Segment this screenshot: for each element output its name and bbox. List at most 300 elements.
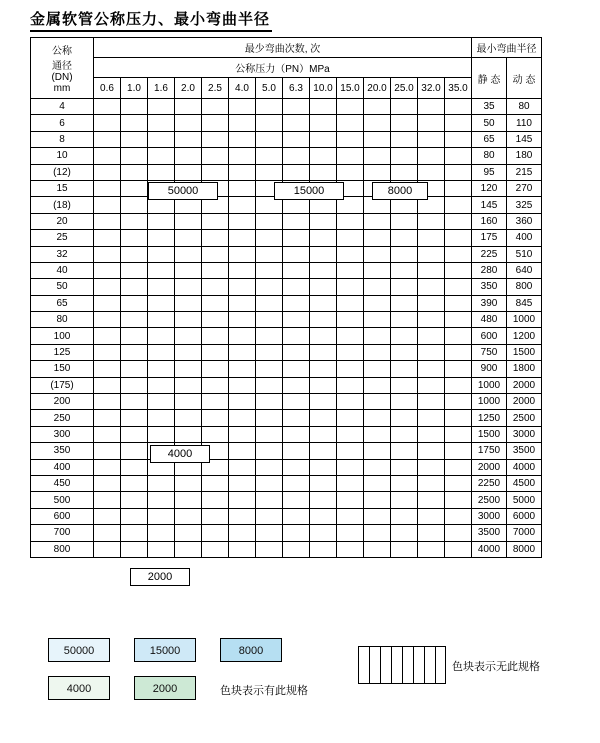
table-row <box>31 410 542 426</box>
spec-cell <box>256 295 283 311</box>
dn-value: 250 <box>31 410 94 426</box>
spec-cell <box>445 148 472 164</box>
spec-cell <box>391 279 418 295</box>
spec-cell <box>229 197 256 213</box>
spec-cell <box>283 230 310 246</box>
spec-cell <box>445 180 472 196</box>
spec-cell <box>283 164 310 180</box>
spec-cell <box>175 213 202 229</box>
legend-color-note: 色块表示有此规格 <box>220 685 308 697</box>
spec-cell <box>391 328 418 344</box>
spec-cell <box>391 131 418 147</box>
dn-value: 150 <box>31 361 94 377</box>
table-row <box>31 312 542 328</box>
spec-cell <box>148 328 175 344</box>
pressure-col-header: 25.0 <box>391 78 418 99</box>
spec-cell <box>202 508 229 524</box>
spec-cell <box>229 99 256 115</box>
spec-cell <box>256 164 283 180</box>
spec-cell <box>121 475 148 491</box>
spec-cell <box>148 410 175 426</box>
radius-dynamic-value: 4500 <box>507 475 542 491</box>
table-row <box>31 541 542 557</box>
spec-cell <box>202 279 229 295</box>
spec-cell <box>148 312 175 328</box>
spec-cell <box>283 131 310 147</box>
spec-cell <box>337 148 364 164</box>
spec-cell <box>310 99 337 115</box>
spec-cell <box>418 394 445 410</box>
dn-value: 15 <box>31 180 94 196</box>
radius-dynamic-value: 5000 <box>507 492 542 508</box>
spec-cell <box>229 148 256 164</box>
spec-cell <box>310 410 337 426</box>
spec-cell <box>94 197 121 213</box>
spec-cell <box>337 525 364 541</box>
spec-cell <box>148 148 175 164</box>
table-row <box>31 246 542 262</box>
spec-cell <box>418 164 445 180</box>
spec-cell <box>364 230 391 246</box>
spec-cell <box>364 410 391 426</box>
spec-cell <box>445 344 472 360</box>
spec-cell <box>229 459 256 475</box>
spec-cell <box>364 492 391 508</box>
spec-cell <box>175 148 202 164</box>
radius-static-value: 95 <box>472 164 507 180</box>
spec-cell <box>229 246 256 262</box>
spec-cell <box>121 279 148 295</box>
spec-cell <box>121 361 148 377</box>
pressure-header: 公称压力（PN）MPa <box>94 58 472 78</box>
dn-header-line-4: mm <box>53 83 71 94</box>
spec-cell <box>391 344 418 360</box>
table-row <box>31 115 542 131</box>
spec-cell <box>283 361 310 377</box>
dn-value: 700 <box>31 525 94 541</box>
spec-cell <box>310 295 337 311</box>
spec-cell <box>94 99 121 115</box>
spec-cell <box>445 328 472 344</box>
spec-cell <box>175 508 202 524</box>
spec-cell <box>418 295 445 311</box>
table-row <box>31 148 542 164</box>
spec-cell <box>418 525 445 541</box>
spec-cell <box>229 426 256 442</box>
spec-cell <box>202 328 229 344</box>
spec-cell <box>418 508 445 524</box>
spec-cell <box>364 279 391 295</box>
spec-cell <box>445 295 472 311</box>
spec-cell <box>445 164 472 180</box>
table-row <box>31 213 542 229</box>
spec-cell <box>310 525 337 541</box>
spec-cell <box>256 443 283 459</box>
pressure-col-header: 10.0 <box>310 78 337 99</box>
spec-cell <box>418 246 445 262</box>
spec-cell <box>121 426 148 442</box>
table-row <box>31 492 542 508</box>
spec-cell <box>202 475 229 491</box>
spec-cell <box>283 115 310 131</box>
spec-cell <box>229 295 256 311</box>
table-row <box>31 394 542 410</box>
spec-cell <box>445 279 472 295</box>
dn-value: 450 <box>31 475 94 491</box>
spec-cell <box>364 475 391 491</box>
spec-cell <box>391 230 418 246</box>
spec-cell <box>94 426 121 442</box>
spec-cell <box>121 508 148 524</box>
table-row <box>31 459 542 475</box>
spec-cell <box>283 295 310 311</box>
spec-cell <box>391 377 418 393</box>
spec-cell <box>364 394 391 410</box>
spec-cell <box>445 377 472 393</box>
spec-cell <box>229 361 256 377</box>
spec-cell <box>445 541 472 557</box>
spec-cell <box>121 525 148 541</box>
spec-cell <box>391 99 418 115</box>
spec-cell <box>337 328 364 344</box>
dn-value: 32 <box>31 246 94 262</box>
dn-value: 100 <box>31 328 94 344</box>
spec-cell <box>283 508 310 524</box>
spec-cell <box>310 443 337 459</box>
spec-cell <box>121 295 148 311</box>
spec-cell <box>121 328 148 344</box>
spec-cell <box>121 164 148 180</box>
spec-cell <box>364 361 391 377</box>
spec-cell <box>94 131 121 147</box>
spec-cell <box>283 312 310 328</box>
legend-swatch-50000: 50000 <box>48 638 110 662</box>
spec-cell <box>418 328 445 344</box>
dn-value: 4 <box>31 99 94 115</box>
dn-value: 65 <box>31 295 94 311</box>
radius-dynamic-value: 145 <box>507 131 542 147</box>
spec-cell <box>364 295 391 311</box>
spec-cell <box>202 492 229 508</box>
spec-cell <box>175 328 202 344</box>
dn-value: (12) <box>31 164 94 180</box>
spec-cell <box>202 541 229 557</box>
spec-cell <box>418 115 445 131</box>
spec-cell <box>256 475 283 491</box>
spec-cell <box>310 148 337 164</box>
table-row <box>31 262 542 278</box>
spec-cell <box>229 410 256 426</box>
radius-dynamic-value: 360 <box>507 213 542 229</box>
spec-cell <box>418 541 445 557</box>
spec-cell <box>391 361 418 377</box>
spec-cell <box>391 426 418 442</box>
spec-cell <box>121 131 148 147</box>
radius-static-header: 静 态 <box>472 58 507 99</box>
spec-cell <box>445 492 472 508</box>
dn-value: (175) <box>31 377 94 393</box>
spec-cell <box>229 180 256 196</box>
spec-cell <box>364 164 391 180</box>
pressure-col-header: 15.0 <box>337 78 364 99</box>
spec-cell <box>283 213 310 229</box>
pressure-col-header: 1.6 <box>148 78 175 99</box>
radius-dynamic-value: 110 <box>507 115 542 131</box>
dn-value: 8 <box>31 131 94 147</box>
spec-cell <box>310 361 337 377</box>
spec-cell <box>121 541 148 557</box>
dn-value: 600 <box>31 508 94 524</box>
spec-cell <box>445 426 472 442</box>
spec-cell <box>418 262 445 278</box>
spec-cell <box>364 131 391 147</box>
pressure-col-header: 2.5 <box>202 78 229 99</box>
spec-cell <box>202 230 229 246</box>
spec-cell <box>337 541 364 557</box>
dn-value: 50 <box>31 279 94 295</box>
spec-cell <box>364 99 391 115</box>
spec-cell <box>391 541 418 557</box>
spec-cell <box>94 180 121 196</box>
spec-cell <box>202 361 229 377</box>
spec-cell <box>202 99 229 115</box>
spec-cell <box>337 377 364 393</box>
radius-dynamic-value: 8000 <box>507 541 542 557</box>
spec-cell <box>283 443 310 459</box>
radius-static-value: 1250 <box>472 410 507 426</box>
dn-value: 25 <box>31 230 94 246</box>
spec-cell <box>445 230 472 246</box>
spec-cell <box>175 115 202 131</box>
spec-cell <box>283 426 310 442</box>
spec-cell <box>175 344 202 360</box>
legend-swatch-8000: 8000 <box>220 638 282 662</box>
spec-cell <box>175 312 202 328</box>
spec-cell <box>364 541 391 557</box>
radius-static-value: 3500 <box>472 525 507 541</box>
spec-cell <box>418 99 445 115</box>
radius-dynamic-value: 1000 <box>507 312 542 328</box>
dn-value: 20 <box>31 213 94 229</box>
radius-dynamic-header: 动 态 <box>507 58 542 99</box>
dn-value: 800 <box>31 541 94 557</box>
radius-dynamic-value: 180 <box>507 148 542 164</box>
pressure-col-header: 4.0 <box>229 78 256 99</box>
spec-cell <box>283 475 310 491</box>
spec-cell <box>418 410 445 426</box>
pressure-col-header: 0.6 <box>94 78 121 99</box>
spec-cell <box>148 99 175 115</box>
radius-dynamic-value: 3000 <box>507 426 542 442</box>
spec-cell <box>256 328 283 344</box>
radius-static-value: 35 <box>472 99 507 115</box>
spec-cell <box>121 377 148 393</box>
spec-cell <box>202 295 229 311</box>
radius-static-value: 80 <box>472 148 507 164</box>
spec-cell <box>256 262 283 278</box>
spec-cell <box>229 377 256 393</box>
dn-value: 300 <box>31 426 94 442</box>
radius-static-value: 350 <box>472 279 507 295</box>
spec-cell <box>310 246 337 262</box>
spec-cell <box>94 262 121 278</box>
radius-static-value: 600 <box>472 328 507 344</box>
radius-static-value: 2500 <box>472 492 507 508</box>
spec-cell <box>283 541 310 557</box>
spec-cell <box>121 410 148 426</box>
spec-cell <box>175 525 202 541</box>
spec-cell <box>121 230 148 246</box>
spec-cell <box>337 508 364 524</box>
spec-cell <box>364 525 391 541</box>
pressure-col-header: 5.0 <box>256 78 283 99</box>
spec-cell <box>391 312 418 328</box>
radius-dynamic-value: 845 <box>507 295 542 311</box>
spec-cell <box>229 541 256 557</box>
spec-cell <box>148 279 175 295</box>
dn-value: 400 <box>31 459 94 475</box>
spec-cell <box>148 394 175 410</box>
spec-cell <box>337 394 364 410</box>
spec-cell <box>175 426 202 442</box>
spec-cell <box>256 541 283 557</box>
spec-cell <box>202 246 229 262</box>
spec-cell <box>283 279 310 295</box>
spec-cell <box>445 525 472 541</box>
radius-static-value: 145 <box>472 197 507 213</box>
spec-cell <box>310 508 337 524</box>
spec-cell <box>256 115 283 131</box>
radius-static-value: 1750 <box>472 443 507 459</box>
spec-cell <box>418 279 445 295</box>
spec-cell <box>94 164 121 180</box>
spec-cell <box>175 295 202 311</box>
spec-cell <box>337 99 364 115</box>
spec-cell <box>175 279 202 295</box>
spec-cell <box>391 492 418 508</box>
spec-cell <box>94 525 121 541</box>
spec-cell <box>337 131 364 147</box>
spec-cell <box>148 492 175 508</box>
table-row <box>31 525 542 541</box>
spec-cell <box>202 262 229 278</box>
spec-cell <box>94 344 121 360</box>
callout-c8000: 8000 <box>372 182 428 200</box>
bend-count-header: 最少弯曲次数, 次 <box>94 38 472 58</box>
spec-cell <box>445 410 472 426</box>
table-row <box>31 361 542 377</box>
spec-cell <box>445 99 472 115</box>
radius-static-value: 50 <box>472 115 507 131</box>
table-row <box>31 475 542 491</box>
spec-cell <box>148 377 175 393</box>
radius-dynamic-value: 800 <box>507 279 542 295</box>
radius-dynamic-value: 400 <box>507 230 542 246</box>
spec-cell <box>337 164 364 180</box>
spec-cell <box>202 410 229 426</box>
spec-cell <box>175 394 202 410</box>
spec-cell <box>364 443 391 459</box>
spec-cell <box>418 492 445 508</box>
spec-cell <box>148 508 175 524</box>
radius-dynamic-value: 3500 <box>507 443 542 459</box>
spec-cell <box>310 262 337 278</box>
spec-cell <box>229 115 256 131</box>
spec-cell <box>121 148 148 164</box>
spec-cell <box>94 475 121 491</box>
spec-cell <box>364 459 391 475</box>
table-row <box>31 164 542 180</box>
dn-value: 500 <box>31 492 94 508</box>
radius-static-value: 225 <box>472 246 507 262</box>
callout-c4000: 4000 <box>150 445 210 463</box>
spec-cell <box>94 459 121 475</box>
spec-cell <box>175 361 202 377</box>
radius-static-value: 750 <box>472 344 507 360</box>
radius-dynamic-value: 325 <box>507 197 542 213</box>
spec-cell <box>229 164 256 180</box>
spec-cell <box>337 443 364 459</box>
spec-cell <box>202 148 229 164</box>
spec-cell <box>94 213 121 229</box>
spec-cell <box>175 475 202 491</box>
spec-cell <box>94 541 121 557</box>
dn-value: 350 <box>31 443 94 459</box>
spec-cell <box>445 475 472 491</box>
legend-swatch-15000: 15000 <box>134 638 196 662</box>
spec-cell <box>229 131 256 147</box>
spec-cell <box>391 262 418 278</box>
spec-cell <box>391 410 418 426</box>
spec-cell <box>94 410 121 426</box>
radius-static-value: 2000 <box>472 459 507 475</box>
spec-cell <box>229 344 256 360</box>
spec-cell <box>202 394 229 410</box>
spec-cell <box>418 443 445 459</box>
spec-cell <box>337 361 364 377</box>
table-row <box>31 443 542 459</box>
spec-cell <box>202 164 229 180</box>
spec-cell <box>283 99 310 115</box>
spec-cell <box>283 394 310 410</box>
pressure-col-header: 2.0 <box>175 78 202 99</box>
spec-cell <box>337 312 364 328</box>
radius-static-value: 900 <box>472 361 507 377</box>
pressure-col-header: 32.0 <box>418 78 445 99</box>
legend-swatch-4000: 4000 <box>48 676 110 700</box>
spec-cell <box>283 459 310 475</box>
table-row <box>31 131 542 147</box>
callout-c50000: 50000 <box>148 182 218 200</box>
radius-dynamic-value: 215 <box>507 164 542 180</box>
table-row <box>31 230 542 246</box>
spec-cell <box>364 213 391 229</box>
radius-dynamic-value: 4000 <box>507 459 542 475</box>
spec-cell <box>202 426 229 442</box>
spec-cell <box>229 328 256 344</box>
spec-cell <box>283 492 310 508</box>
legend <box>0 632 600 722</box>
spec-cell <box>94 492 121 508</box>
spec-cell <box>364 426 391 442</box>
spec-cell <box>310 541 337 557</box>
radius-static-value: 65 <box>472 131 507 147</box>
spec-cell <box>175 131 202 147</box>
radius-static-value: 390 <box>472 295 507 311</box>
radius-static-value: 3000 <box>472 508 507 524</box>
spec-cell <box>337 230 364 246</box>
radius-static-value: 2250 <box>472 475 507 491</box>
